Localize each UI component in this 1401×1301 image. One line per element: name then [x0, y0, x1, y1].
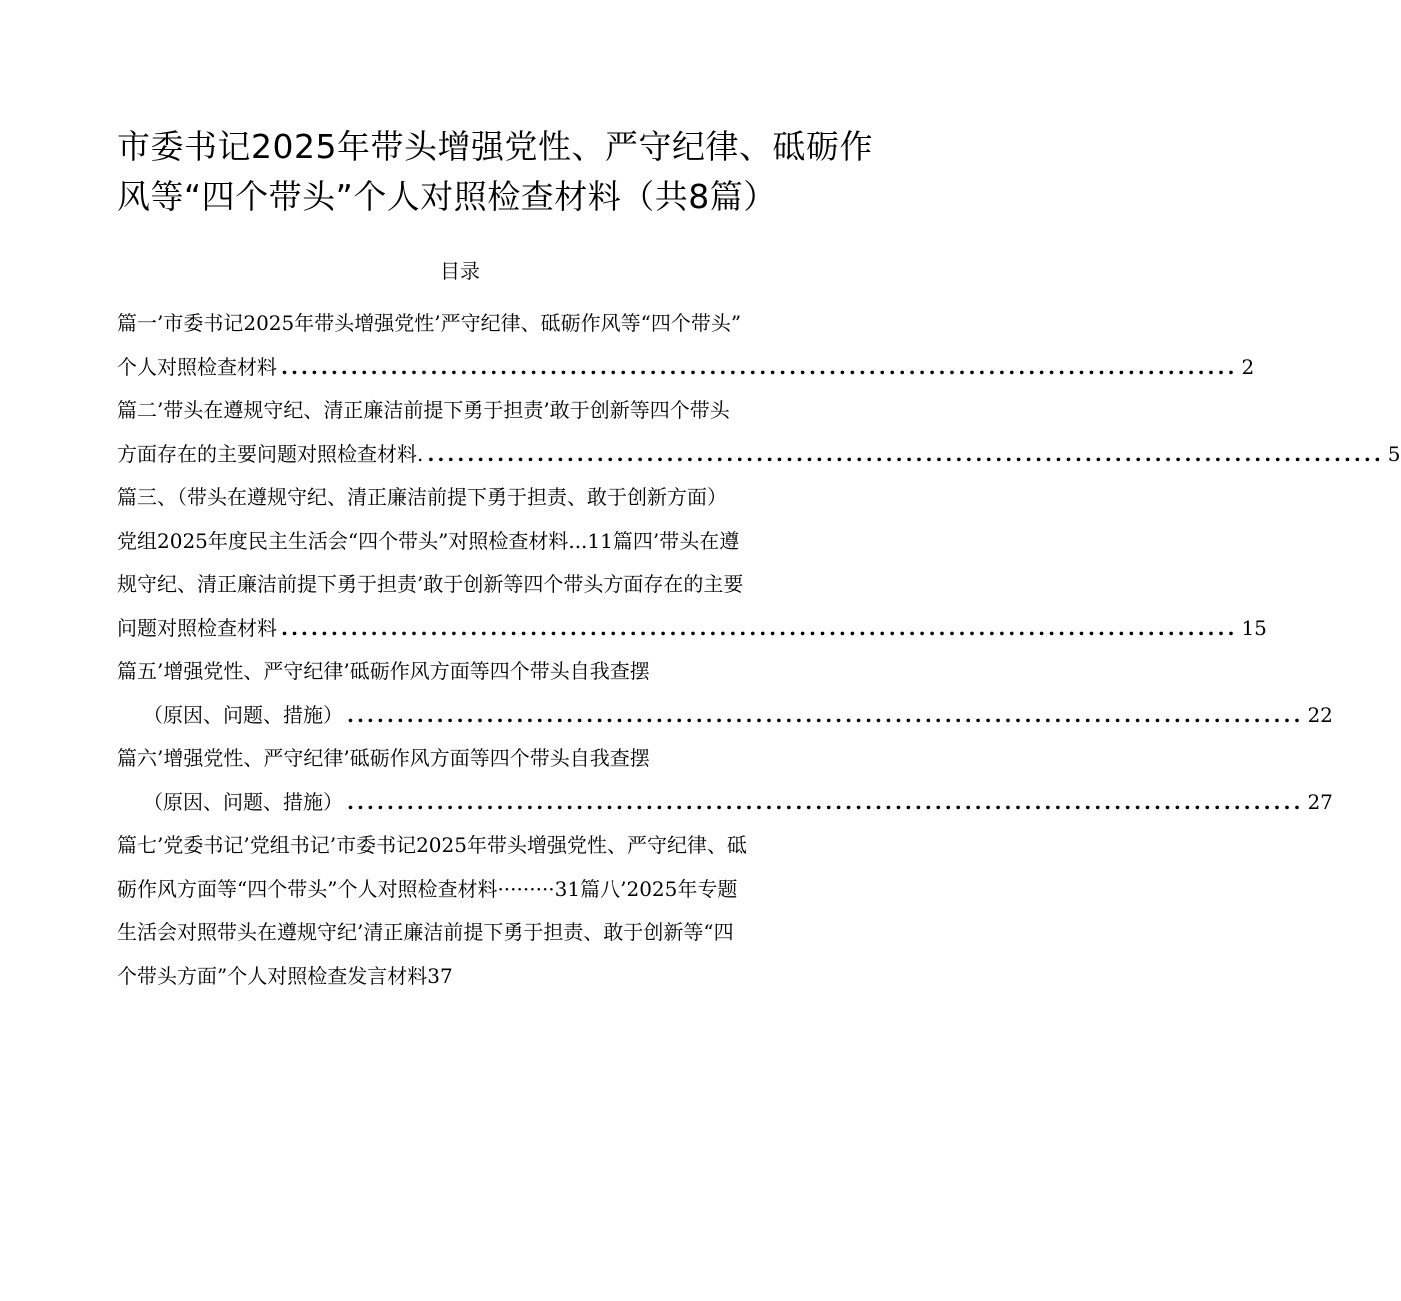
- toc-entry-5-end: [117, 694, 1333, 738]
- toc-page-number: 27: [1307, 789, 1333, 814]
- toc-line: 篇一’市委书记2025年带头增强党性’严守纪律、砥砺作风等“四个带头”: [117, 311, 742, 335]
- toc-entry-1-end: [117, 346, 1255, 390]
- toc-line: 砺作风方面等“四个带头”个人对照检查材料·········31篇八’2025年专题: [117, 876, 738, 901]
- toc-line: 篇六’增强党性、严守纪律’砥砺作风方面等四个带头自我查摆: [117, 746, 650, 770]
- dot-leader: ................................................................................................: [347, 789, 1304, 814]
- toc-entry-2-end: [117, 433, 1401, 477]
- toc-line: 篇三、（带头在遵规守纪、清正廉洁前提下勇于担责、敢于创新方面）: [117, 485, 727, 509]
- document-title: [117, 122, 873, 222]
- dot-leader: ................................................................................................: [281, 615, 1238, 640]
- toc-entry-6-end: [117, 781, 1333, 825]
- toc-page-number: 22: [1307, 702, 1333, 727]
- toc-entry-text: 方面存在的主要问题对照检查材料.: [117, 441, 424, 466]
- toc-page-number: 5: [1387, 441, 1401, 466]
- toc-entry-text: 个人对照检查材料: [117, 354, 277, 379]
- dot-leader: ................................................................................................: [347, 702, 1304, 727]
- toc-line: 个带头方面”个人对照检查发言材料37: [117, 963, 453, 988]
- toc-line: 篇七’党委书记’党组书记’市委书记2025年带头增强党性、严守纪律、砥: [117, 833, 747, 857]
- title-line-1: 市委书记2025年带头增强党性、严守纪律、砥砺作: [117, 127, 873, 166]
- toc-line: 规守纪、清正廉洁前提下勇于担责’敢于创新等四个带头方面存在的主要: [117, 572, 744, 596]
- toc-page-number: 15: [1241, 615, 1267, 640]
- dot-leader: ................................................................................................: [281, 354, 1238, 379]
- toc-entry-text: （原因、问题、措施）: [143, 789, 343, 814]
- toc-heading: 目录: [440, 259, 480, 283]
- toc-entry-text: 问题对照检查材料: [117, 615, 277, 640]
- dot-leader: ................................................................................................: [427, 441, 1384, 466]
- toc-entry-4-end: [117, 607, 1267, 651]
- table-of-contents: [117, 302, 1401, 998]
- toc-entry-text: （原因、问题、措施）: [143, 702, 343, 727]
- toc-line: 生活会对照带头在遵规守纪’清正廉洁前提下勇于担责、敢于创新等“四: [117, 920, 734, 944]
- toc-line: 党组2025年度民主生活会“四个带头”对照检查材料...11篇四’带头在遵: [117, 528, 740, 553]
- title-line-2: 风等“四个带头”个人对照检查材料（共8篇）: [117, 177, 777, 216]
- toc-line: 篇二’带头在遵规守纪、清正廉洁前提下勇于担责’敢于创新等四个带头: [117, 398, 730, 422]
- toc-line: 篇五’增强党性、严守纪律’砥砺作风方面等四个带头自我查摆: [117, 659, 650, 683]
- toc-page-number: 2: [1241, 354, 1255, 379]
